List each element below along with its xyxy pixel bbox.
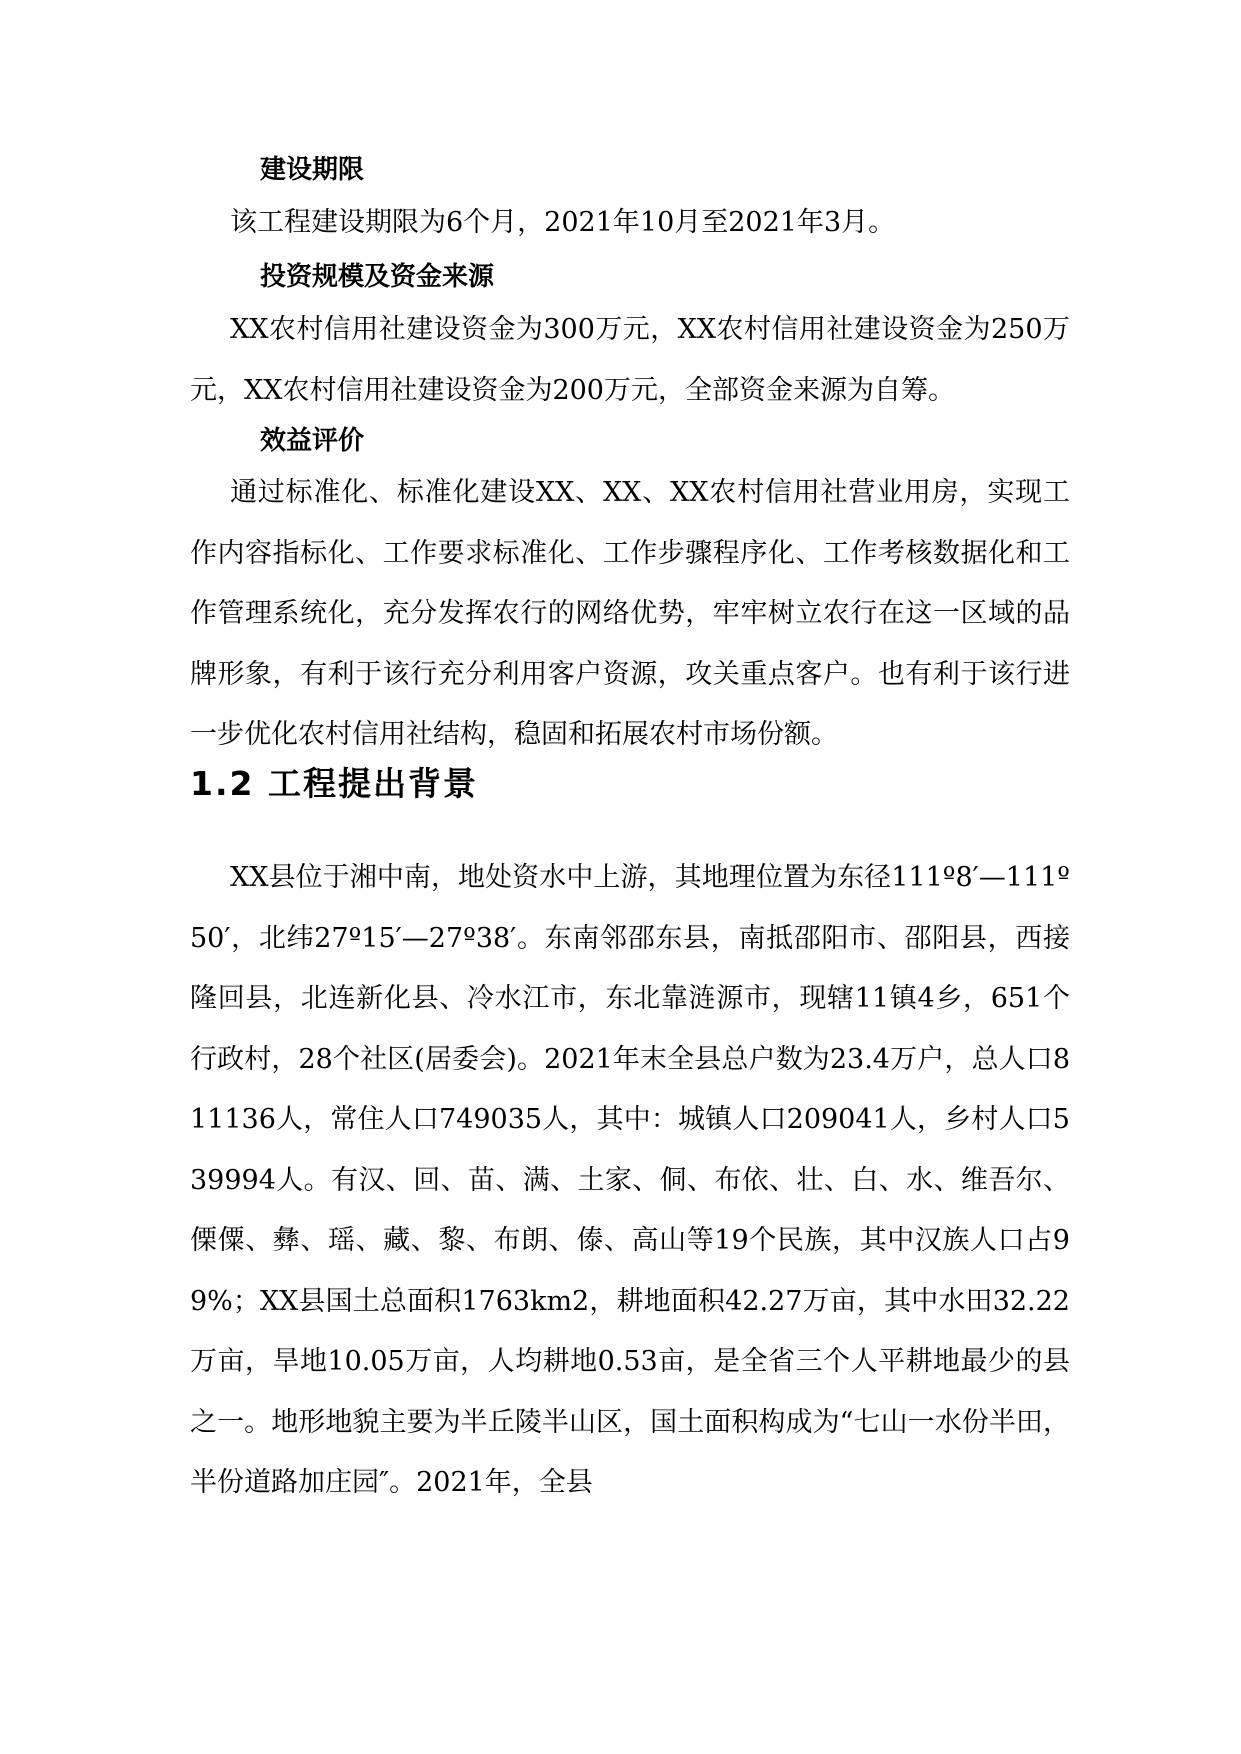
paragraph-text: XX农村信用社建设资金为300万元，XX农村信用社建设资金为250万元，XX农村信用社建设资金为200万元，全部资金来源为自筹。: [190, 314, 1070, 406]
paragraph-text: XX县位于湘中南，地处资水中上游，其地理位置为东径111º8′—111º50′，北纬27º15′—27º38′。东南邻邵东县，南抵邵阳市、邵阳县，西接隆回县，北连新化县、冷水江市，东北靠涟源市，现辖11镇4乡，651个行政村，28个社区(居委会)。2021年末全县总户数为23.4万户，总人口811136人，常住人口749035人，其中：城镇人口209041人，乡村人口539994人。有汉、回、苗、满、土家、侗、布依、壮、白、水、维吾尔、傈僳、彝、瑶、藏、黎、布朗、傣、高山等19个民族，其中汉族人口占99%；XX县国土总面积1763km2，耕地面积42.27万亩，其中水田32.22万亩，旱地10.05万亩，人均耕地0.53亩，是全省三个人平耕地最少的县之一。地形地貌主要为半丘陵半山区，国土面积构成为“七山一水份半田，半份道路加庄园″。2021年，全县: [190, 862, 1070, 1498]
heading-benefit-evaluation: 效益评价: [260, 426, 365, 456]
paragraph-project-background: [190, 848, 1070, 1514]
heading-investment-scale: 投资规模及资金来源: [260, 262, 495, 292]
paragraph-text: 该工程建设期限为6个月，2021年10月至2021年3月。: [230, 207, 896, 238]
paragraph-investment-scale: [190, 300, 1070, 421]
paragraph-construction-period: [190, 193, 1070, 254]
paragraph-benefit-evaluation: [190, 463, 1070, 766]
heading-construction-period: 建设期限: [260, 155, 365, 185]
paragraph-text: 通过标准化、标准化建设XX、XX、XX农村信用社营业用房，实现工作内容指标化、工作要求标准化、工作步骤程序化、工作考核数据化和工作管理系统化，充分发挥农行的网络优势，牢牢树立农行在这一区域的品牌形象，有利于该行充分利用客户资源，攻关重点客户。也有利于该行进一步优化农村信用社结构，稳固和拓展农村市场份额。: [190, 477, 1070, 750]
section-title-1-2: 1.2 工程提出背景: [190, 764, 478, 803]
